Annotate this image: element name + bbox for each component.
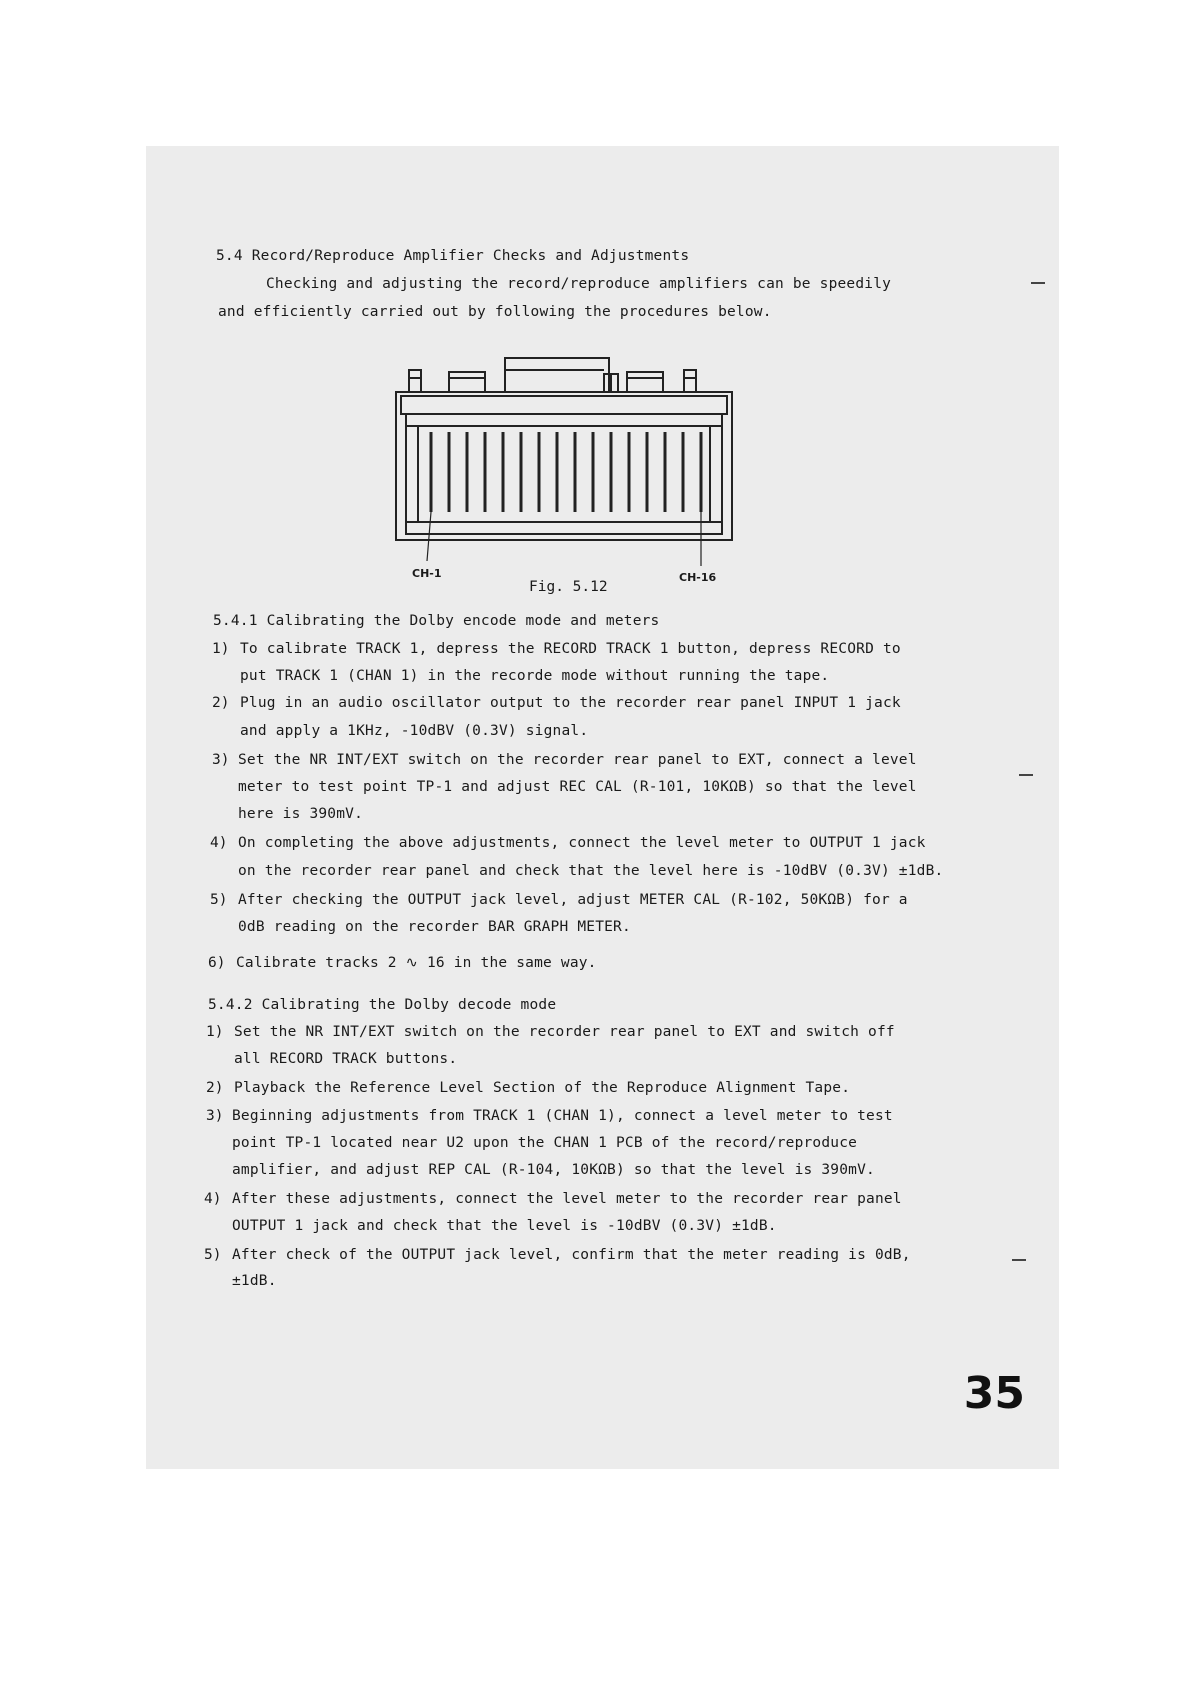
step-541-1-line1: To calibrate TRACK 1, depress the RECORD TRACK 1 button, depress RECORD to	[240, 641, 901, 657]
step-541-5-line2: 0dB reading on the recorder BAR GRAPH METER.	[238, 919, 631, 935]
manual-page	[146, 146, 1059, 1469]
margin-mark	[1031, 282, 1045, 284]
connector-center	[505, 358, 609, 392]
step-541-4-line1: On completing the above adjustments, connect the level meter to OUTPUT 1 jack	[238, 835, 926, 851]
step-541-3-number: 3)	[212, 752, 230, 768]
margin-mark	[1019, 774, 1033, 776]
step-541-4-number: 4)	[210, 835, 228, 851]
step-542-5-line1: After check of the OUTPUT jack level, confirm that the meter reading is 0dB,	[232, 1247, 911, 1263]
label-ch1: CH-1	[412, 567, 442, 580]
connector-right-wide	[627, 372, 663, 392]
step-541-4-line2: on the recorder rear panel and check that the level here is -10dBV (0.3V) ±1dB.	[238, 863, 944, 879]
connector-left-wide	[449, 372, 485, 392]
page-number: 35	[963, 1368, 1025, 1419]
channel-cards	[431, 432, 701, 512]
label-ch16: CH-16	[679, 571, 717, 584]
leader-ch1	[427, 512, 431, 561]
step-541-2-line2: and apply a 1KHz, -10dBV (0.3V) signal.	[240, 723, 589, 739]
step-542-1-number: 1)	[206, 1024, 224, 1040]
step-541-3-line3: here is 390mV.	[238, 806, 364, 822]
intro-line-2: and efficiently carried out by following the procedures below.	[218, 304, 772, 320]
step-541-2-number: 2)	[212, 695, 230, 711]
step-542-5-number: 5)	[204, 1247, 222, 1263]
step-541-3-line1: Set the NR INT/EXT switch on the recorder rear panel to EXT, connect a level	[238, 752, 917, 768]
subsection-541-heading: 5.4.1 Calibrating the Dolby encode mode and meters	[213, 613, 660, 629]
step-541-1-number: 1)	[212, 641, 230, 657]
step-542-4-number: 4)	[204, 1191, 222, 1207]
step-541-1-line2: put TRACK 1 (CHAN 1) in the recorde mode without running the tape.	[240, 668, 830, 684]
step-542-3-line3: amplifier, and adjust REP CAL (R-104, 10KΩB) so that the level is 390mV.	[232, 1162, 875, 1178]
step-542-4-line1: After these adjustments, connect the level meter to the recorder rear panel	[232, 1191, 902, 1207]
intro-line-1: Checking and adjusting the record/reproduce amplifiers can be speedily	[266, 276, 892, 292]
step-542-5-line2: ±1dB.	[232, 1273, 277, 1289]
step-541-5-number: 5)	[210, 892, 228, 908]
step-542-3-line1: Beginning adjustments from TRACK 1 (CHAN 1), connect a level meter to test	[232, 1108, 893, 1124]
step-542-4-line2: OUTPUT 1 jack and check that the level is -10dBV (0.3V) ±1dB.	[232, 1218, 777, 1234]
step-542-1-line1: Set the NR INT/EXT switch on the recorder rear panel to EXT and switch off	[234, 1024, 895, 1040]
step-541-3-line2: meter to test point TP-1 and adjust REC CAL (R-101, 10KΩB) so that the level	[238, 779, 917, 795]
subsection-542-heading: 5.4.2 Calibrating the Dolby decode mode	[208, 997, 557, 1013]
step-542-2-number: 2)	[206, 1080, 224, 1096]
step-542-3-number: 3)	[206, 1108, 224, 1124]
figure-caption: Fig. 5.12	[529, 579, 608, 595]
step-542-2-line1: Playback the Reference Level Section of the Reproduce Alignment Tape.	[234, 1080, 851, 1096]
margin-mark	[1012, 1259, 1026, 1261]
step-542-1-line2: all RECORD TRACK buttons.	[234, 1051, 458, 1067]
step-542-3-line2: point TP-1 located near U2 upon the CHAN 1 PCB of the record/reproduce	[232, 1135, 858, 1151]
step-541-5-line1: After checking the OUTPUT jack level, adjust METER CAL (R-102, 50KΩB) for a	[238, 892, 908, 908]
step-541-2-line1: Plug in an audio oscillator output to the recorder rear panel INPUT 1 jack	[240, 695, 901, 711]
connector-left-small	[409, 370, 421, 392]
step-541-6-line1: Calibrate tracks 2 ∿ 16 in the same way.	[236, 955, 597, 971]
connector-right-small	[684, 370, 696, 392]
section-heading: 5.4 Record/Reproduce Amplifier Checks and Adjustments	[216, 248, 690, 264]
step-541-6-number: 6)	[208, 955, 226, 971]
